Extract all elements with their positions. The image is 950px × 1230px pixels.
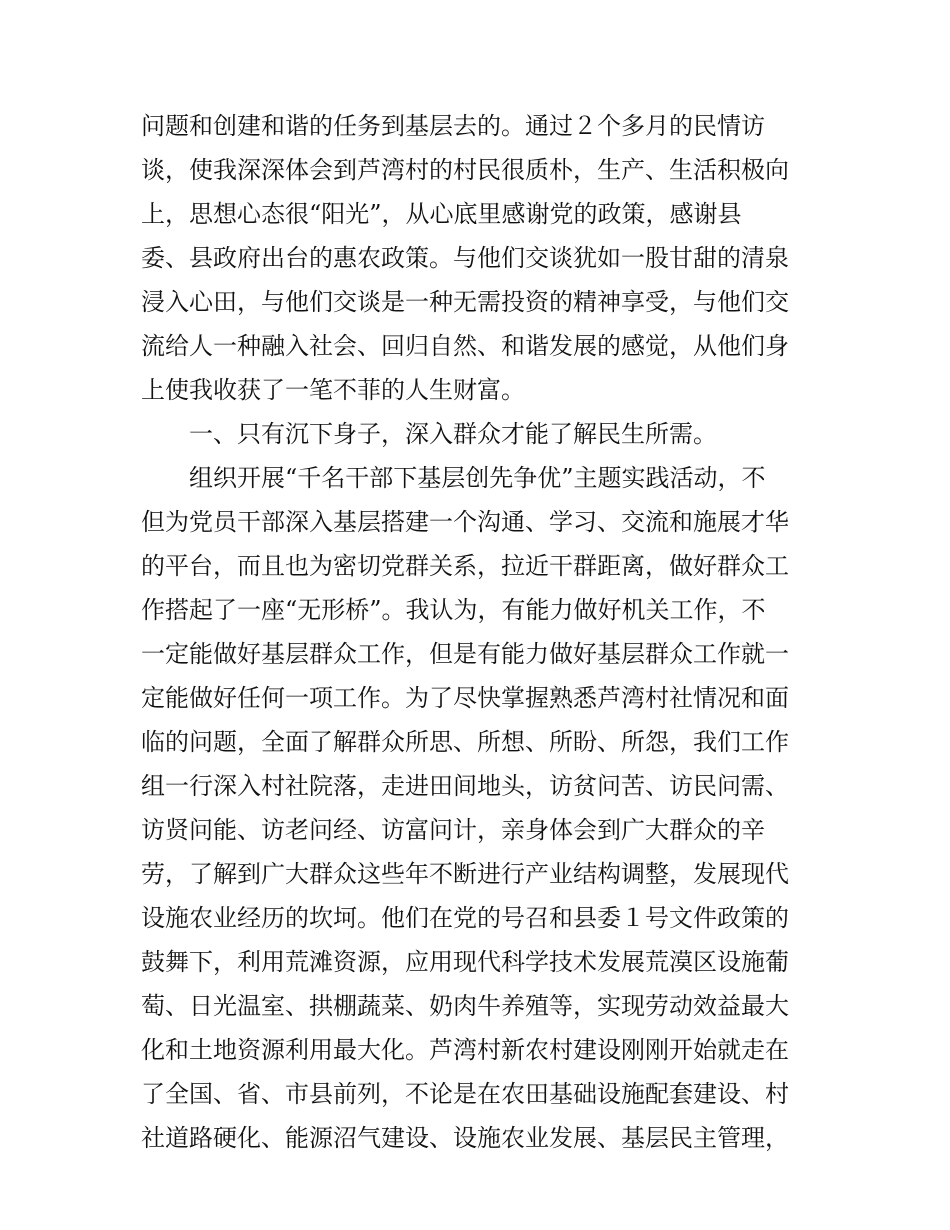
text-line: 萄、日光温室、拱棚蔬菜、奶肉牛养殖等，实现劳动效益最大 <box>141 992 789 1020</box>
text-line: 访贤问能、访老问经、访富问计，亲身体会到广大群众的辛 <box>141 816 765 844</box>
text-line: 劳，了解到广大群众这些年不断进行产业结构调整，发展现代 <box>141 860 789 888</box>
text-line: 化和土地资源利用最大化。芦湾村新农村建设刚刚开始就走在 <box>141 1036 789 1064</box>
text-line: 浸入心田，与他们交谈是一种无需投资的精神享受，与他们交 <box>141 288 789 316</box>
text-line: 谈，使我深深体会到芦湾村的村民很质朴，生产、生活积极向 <box>141 156 789 184</box>
text-line: 问题和创建和谐的任务到基层去的。通过２个多月的民情访 <box>141 112 765 140</box>
text-line: 设施农业经历的坎坷。他们在党的号召和县委１号文件政策的 <box>141 904 789 932</box>
text-line: 组一行深入村社院落，走进田间地头，访贫问苦、访民问需、 <box>141 772 789 800</box>
text-line: 临的问题，全面了解群众所思、所想、所盼、所怨，我们工作 <box>141 728 789 756</box>
text-line: 的平台，而且也为密切党群关系，拉近干群距离，做好群众工 <box>141 552 789 580</box>
text-line: 社道路硬化、能源沼气建设、设施农业发展、基层民主管理， <box>141 1124 789 1152</box>
text-line: 上使我收获了一笔不菲的人生财富。 <box>141 376 525 404</box>
paragraph-start: 组织开展“千名干部下基层创先争优”主题实践活动，不 <box>189 464 766 492</box>
text-line: 作搭起了一座“无形桥”。我认为，有能力做好机关工作，不 <box>141 596 766 624</box>
text-line: 了全国、省、市县前列，不论是在农田基础设施配套建设、村 <box>141 1080 789 1108</box>
section-heading: 一、只有沉下身子，深入群众才能了解民生所需。 <box>189 420 717 448</box>
text-line: 鼓舞下，利用荒滩资源，应用现代科学技术发展荒漠区设施葡 <box>141 948 789 976</box>
text-line: 委、县政府出台的惠农政策。与他们交谈犹如一股甘甜的清泉 <box>141 244 789 272</box>
text-line: 流给人一种融入社会、回归自然、和谐发展的感觉，从他们身 <box>141 332 789 360</box>
text-line: 上，思想心态很“阳光”，从心底里感谢党的政策，感谢县 <box>141 200 742 228</box>
text-line: 但为党员干部深入基层搭建一个沟通、学习、交流和施展才华 <box>141 508 789 536</box>
text-line: 一定能做好基层群众工作，但是有能力做好基层群众工作就一 <box>141 640 789 668</box>
text-line: 定能做好任何一项工作。为了尽快掌握熟悉芦湾村社情况和面 <box>141 684 789 712</box>
